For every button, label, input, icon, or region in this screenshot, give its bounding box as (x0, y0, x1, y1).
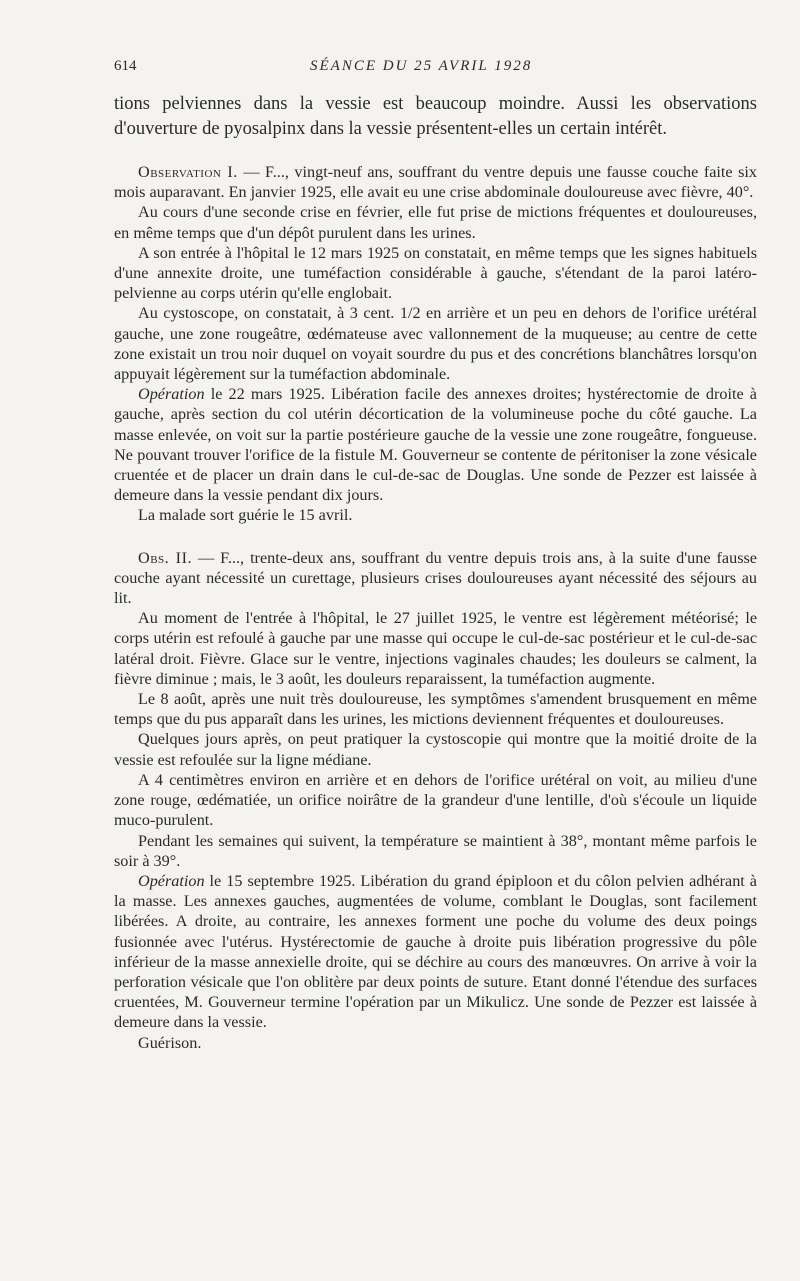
page-number: 614 (114, 58, 137, 74)
obs2-paragraph-2: Au moment de l'entrée à l'hôpital, le 27 juillet 1925, le ventre est légèrement météorisé; le corps utérin est refoulé à gauche par une masse qui occupe le cul-de-sac postérieur et le cul-de-sac latéral droit. Fièvre. Glace sur le ventre, injections vaginales chaudes; les douleurs se calment, la fièvre diminue ; mais, le 3 août, les douleurs reparaissent, la tuméfaction augmente. (114, 609, 757, 688)
observation-1 (114, 162, 757, 526)
obs2-operation-label: Opération (138, 871, 205, 890)
obs1-paragraph-4: Au cystoscope, on constatait, à 3 cent. 1/2 en arrière et un peu en dehors de l'orifice urétéral gauche, une zone rougeâtre, œdémateuse avec vallonnement de la muqueuse; au centre de cette zone existait un trou noir duquel on voyait sourdre du pus et des concrétions blanchâtres lorsqu'on appuyait légèrement sur la tuméfaction abdominale. (114, 304, 757, 384)
obs2-paragraph-1 (114, 548, 757, 609)
obs2-paragraph-6: Pendant les semaines qui suivent, la température se maintient à 38°, montant même parfois le soir à 39°. (114, 831, 757, 870)
page-header (114, 58, 754, 82)
intro-paragraph: tions pelviennes dans la vessie est beaucoup moindre. Aussi les observations d'ouverture de pyosalpinx dans la vessie présentent-elles un certain intérêt. (114, 94, 757, 139)
body-text (114, 92, 757, 1053)
obs1-paragraph-6: La malade sort guérie le 15 avril. (138, 506, 353, 525)
obs1-p5-text: le 22 mars 1925. Libération facile des annexes droites; hystérectomie de droite à gauche, après section du col utérin décortication de la volumineuse poche du côté gauche. La masse enlevée, on voit sur la partie postérieure gauche de la vessie une zone rougeâtre, fongueuse. Ne pouvant trouver l'orifice de la fistule M. Gouverneur se contente de péritoniser la zone vésicale cruentée et de placer un drain dans le cul-de-sac de Douglas. Une sonde de Pezzer est laissée à demeure dans la vessie pendant dix jours. (114, 385, 757, 505)
obs1-paragraph-5 (114, 384, 757, 505)
obs1-paragraph-1 (114, 162, 757, 202)
obs2-paragraph-8: Guérison. (138, 1033, 202, 1052)
obs1-label: Observation I. (138, 163, 238, 181)
obs2-p7-text: le 15 septembre 1925. Libération du grand épiploon et du côlon pelvien adhérant à la masse. Les annexes gauches, augmentées de volume, comblant le Douglas, sont facilement libérées. A droite, au contraire, les annexes forment une poche du volume des deux poings fusionnée avec l'utérus. Hystérectomie de gauche à droite puis libération progressive du pôle inférieur de la masse annexielle droite, qui se déchire au cours des manœuvres. On arrive à voir la perforation vésicale que l'on oblitère par deux points de suture. Etant donné l'étendue des surfaces cruentées, M. Gouverneur termine l'opération par un Mikulicz. Une sonde de Pezzer est laissée à demeure dans la vessie. (114, 871, 757, 1032)
obs2-paragraph-4: Quelques jours après, on peut pratiquer la cystoscopie qui montre que la moitié droite de la vessie est refoulée sur la ligne médiane. (114, 730, 757, 769)
obs1-operation-label: Opération (138, 385, 205, 404)
running-head: SÉANCE DU 25 AVRIL 1928 (310, 58, 533, 74)
obs2-paragraph-3: Le 8 août, après une nuit très douloureuse, les symptômes s'amendent brusquement en même temps que du pus apparaît dans les urines, les mictions deviennent fréquentes et douloureuses. (114, 690, 757, 729)
obs2-paragraph-7 (114, 871, 757, 1033)
obs2-label: Obs. II. (138, 548, 193, 567)
obs1-p1-text: — F..., vingt-neuf ans, souffrant du ventre depuis une fausse couche faite six mois auparavant. En janvier 1925, elle avait eu une crise abdominale douloureuse avec fièvre, 40°. (114, 163, 757, 202)
obs1-paragraph-3: A son entrée à l'hôpital le 12 mars 1925 on constatait, en même temps que les signes habituels d'une annexite droite, une tuméfaction considérable à gauche, s'étendant de la paroi latéro-pelvienne au corps utérin qu'elle englobait. (114, 243, 757, 303)
obs2-p1-text: — F..., trente-deux ans, souffrant du ventre depuis trois ans, à la suite d'une fausse couche ayant nécessité un curettage, plusieurs crises douloureuses ayant nécessité des séjours au lit. (114, 548, 757, 608)
obs2-paragraph-5: A 4 centimètres environ en arrière et en dehors de l'orifice urétéral on voit, au milieu d'une zone rouge, œdématiée, un orifice noirâtre de la grandeur d'une lentille, d'où s'écoule un liquide muco-purulent. (114, 770, 757, 830)
obs1-paragraph-2: Au cours d'une seconde crise en février, elle fut prise de mictions fréquentes et douloureuses, en même temps que d'un dépôt purulent dans les urines. (114, 203, 757, 242)
observation-2 (114, 548, 757, 1053)
